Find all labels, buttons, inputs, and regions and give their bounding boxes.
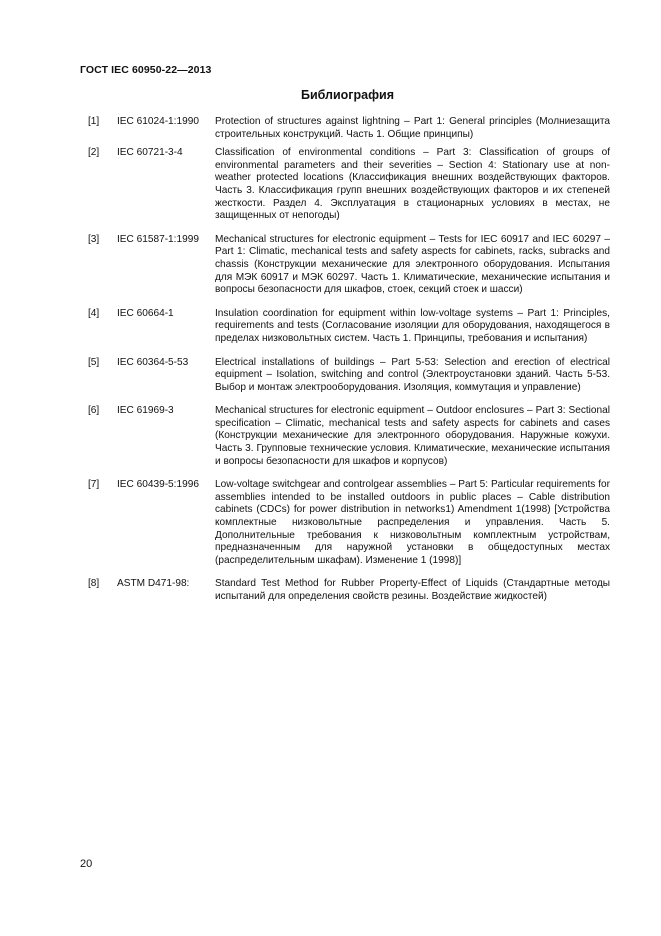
bib-entry-reference: ASTM D471-98: xyxy=(117,578,190,590)
bib-entry xyxy=(88,479,610,567)
bibliography-title: Библиография xyxy=(300,88,395,102)
document-header-code: ГОСТ IEC 60950-22—2013 xyxy=(80,64,212,76)
bib-entry-number: [6] xyxy=(88,405,100,417)
bib-entry-text: Standard Test Method for Rubber Property-Effect of Liquids (Стандартные методы испытаний для определения свойств резины. Воздействие жидкостей) xyxy=(215,578,610,602)
bib-entry-text: Mechanical structures for electronic equipment – Tests for IEC 60917 and IEC 60297 – Part 1: Climatic, mechanical tests and safety aspects for cabinets, racks, subracks and chassis (Конструкции механические для электронного оборудования. Испытания для МЭК 60917 и МЭК 60297. Часть 1. Климатические, механические испытания и вопросы безопасности для шкафов, стоек, секций стоек и шасси) xyxy=(215,233,610,296)
bib-entry xyxy=(88,116,610,141)
bib-entry-text: Low-voltage switchgear and controlgear assemblies – Part 5: Particular requirements for assemblies intended to be installed outdoors in public places – Cable distribution cabinets (CDCs) for power distribution in networks1) Amendment 1(1998) [Устройства комплектные низковольтные распределения и управления. Часть 5. Дополнительные требования к низковольтным комплектным устройствам, предназначенным для наружной установки в общедоступных местах (распределительным шкафам). Изменение 1 (1998)] xyxy=(215,479,610,566)
bib-entry-text: Protection of structures against lightning – Part 1: General principles (Молниезащита строительных конструкций. Часть 1. Общие принципы) xyxy=(215,116,610,140)
bib-entry xyxy=(88,357,610,395)
bib-entry xyxy=(88,234,610,297)
bib-entry-number: [4] xyxy=(88,307,100,319)
bib-entry-number: [2] xyxy=(88,147,100,159)
bib-entry-text: Insulation coordination for equipment within low-voltage systems – Part 1: Principles, requirements and tests (Согласование изоляции для оборудования, находящегося в пределах низковольтных систем. Часть 1. Принципы, требования и испытания) xyxy=(215,307,610,344)
bib-entry-reference: IEC 60664-1 xyxy=(117,307,174,319)
bib-entry-number: [5] xyxy=(88,356,100,368)
bib-entry-reference: IEC 60439-5:1996 xyxy=(117,479,199,491)
bib-entry xyxy=(88,308,610,346)
bib-entry-text: Electrical installations of buildings – Part 5-53: Selection and erection of electrical equipment – Isolation, switching and control (Электроустановки зданий. Часть 5-53. Выбор и монтаж электрооборудования. Изоляция, коммутация и управление) xyxy=(215,356,610,393)
bib-entry xyxy=(88,578,610,603)
bib-entry xyxy=(88,147,610,223)
bib-entry-number: [7] xyxy=(88,479,100,491)
bib-entry-reference: IEC 61969-3 xyxy=(117,405,174,417)
bib-entry-text: Classification of environmental conditions – Part 3: Classification of groups of environmental parameters and their severities – Section 4: Stationary use at non-weather protected locations (Классификация внешних воздействующих факторов. Часть 3. Классификация групп внешних воздействующих факторов и их степеней жесткости. Раздел 4. Эксплуатация в стационарных условиях в местах, не защищенных от непогоды) xyxy=(215,147,610,222)
bib-entry-reference: IEC 60364-5-53 xyxy=(117,356,189,368)
bib-entry-number: [1] xyxy=(88,116,100,127)
bib-entry-text: Mechanical structures for electronic equipment – Outdoor enclosures – Part 3: Sectional specification – Climatic, mechanical tests and safety aspects for cabinets and cases (Конструкции механические для электронного оборудования. Наружные кожухи. Часть 3. Групповые технические условия. Климатические, механические испытания и вопросы безопасности для шкафов и корпусов) xyxy=(215,405,610,467)
bib-entry-reference: IEC 61024-1:1990 xyxy=(117,116,199,127)
bibliography-list xyxy=(88,116,610,604)
bib-entry-reference: IEC 61587-1:1999 xyxy=(117,233,199,245)
bib-entry xyxy=(88,405,610,468)
bib-entry-number: [3] xyxy=(88,233,100,245)
bib-entry-reference: IEC 60721-3-4 xyxy=(117,147,183,159)
bib-entry-number: [8] xyxy=(88,578,100,590)
page-number: 20 xyxy=(80,858,93,870)
